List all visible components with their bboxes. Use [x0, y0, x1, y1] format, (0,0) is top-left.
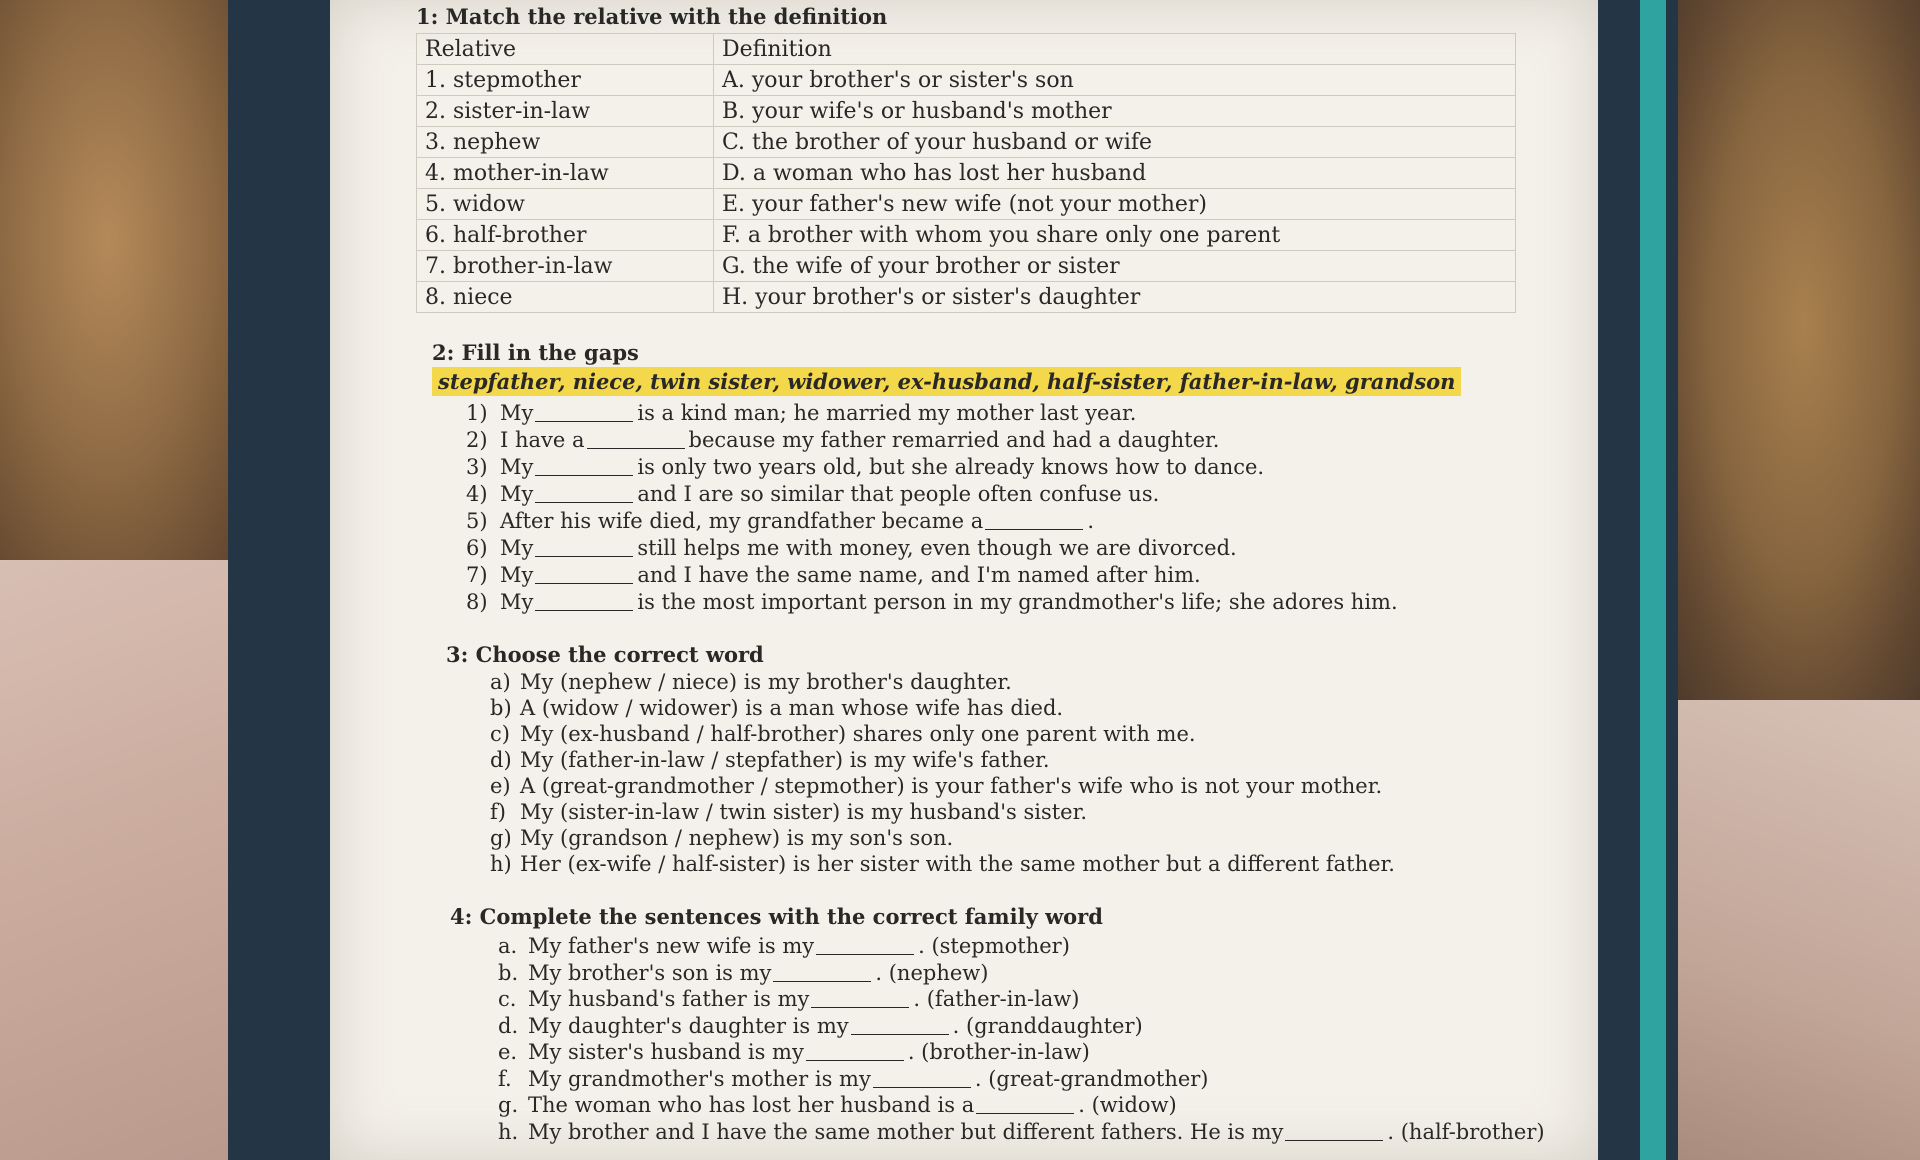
gap-text-before: My: [500, 563, 534, 587]
section-2-heading: 2: Fill in the gaps: [432, 340, 639, 365]
item-marker: e.: [498, 1040, 518, 1064]
sentence-text-before: My sister's husband is my: [528, 1040, 804, 1064]
list-item: [490, 825, 1546, 851]
sentence-text-before: My grandmother's mother is my: [528, 1066, 871, 1091]
gap-text-before: I have a: [500, 428, 585, 452]
relative-cell: 5. widow: [417, 189, 714, 220]
definition-cell: E. your father's new wife (not your mother): [714, 189, 1516, 220]
item-marker: g): [490, 826, 512, 850]
column-header-relative: Relative: [417, 34, 714, 65]
list-item: [490, 695, 1546, 721]
gap-text-after: .: [1087, 509, 1094, 533]
item-marker: g.: [498, 1093, 519, 1117]
section-choose-word: [446, 642, 1546, 877]
definition-cell: B. your wife's or husband's mother: [714, 96, 1516, 127]
gap-text-after: and I are so similar that people often confuse us.: [637, 482, 1160, 506]
gap-text-after: is a kind man; he married my mother last year.: [637, 401, 1137, 425]
list-item: [498, 986, 1550, 1013]
item-text: A (widow / widower) is a man whose wife has died.: [520, 696, 1064, 720]
item-text: My (father-in-law / stepfather) is my wife's father.: [520, 748, 1050, 772]
relative-cell: 2. sister-in-law: [417, 96, 714, 127]
word-bank: stepfather, niece, twin sister, widower, ex-husband, half-sister, father-in-law, grandson: [432, 367, 1461, 396]
list-item: [498, 1119, 1550, 1146]
item-text: My (ex-husband / half-brother) shares only one parent with me.: [520, 722, 1196, 746]
sentence-hint: . (stepmother): [918, 934, 1070, 958]
definition-cell: G. the wife of your brother or sister: [714, 251, 1516, 282]
sentence-hint: . (nephew): [875, 960, 989, 985]
list-item: [500, 454, 1532, 481]
gap-blank[interactable]: [535, 556, 633, 557]
gap-text-before: My: [500, 590, 534, 614]
list-item: [500, 508, 1532, 535]
list-item: [490, 747, 1546, 773]
sentence-hint: . (great-grandmother): [974, 1066, 1209, 1091]
gap-blank[interactable]: [535, 610, 633, 611]
list-item: [498, 933, 1550, 960]
sentence-blank[interactable]: [816, 954, 914, 955]
relative-cell: 6. half-brother: [417, 220, 714, 251]
item-marker: h): [490, 852, 512, 876]
table-row: [417, 251, 1516, 282]
section-3-heading: 3: Choose the correct word: [446, 642, 764, 667]
sentence-text-before: My brother's son is my: [528, 960, 772, 985]
item-marker: f.: [498, 1066, 512, 1091]
gap-text-before: My: [500, 482, 534, 506]
item-marker: f): [490, 800, 506, 824]
list-item: [500, 562, 1532, 589]
list-item: [498, 1066, 1550, 1093]
relative-cell: 7. brother-in-law: [417, 251, 714, 282]
sentence-text-before: My brother and I have the same mother but different fathers. He is my: [528, 1119, 1284, 1144]
list-item: [498, 1092, 1550, 1119]
gap-blank[interactable]: [535, 475, 633, 476]
section-match: [416, 4, 1516, 313]
table-row: [417, 282, 1516, 313]
sentence-hint: . (half-brother): [1387, 1119, 1545, 1144]
sentence-hint: . (granddaughter): [952, 1013, 1143, 1038]
item-marker: d.: [498, 1013, 519, 1038]
binder-edge: [1640, 0, 1666, 1160]
list-item: [498, 1013, 1550, 1040]
table-row: [417, 220, 1516, 251]
relative-cell: 4. mother-in-law: [417, 158, 714, 189]
list-item: [490, 799, 1546, 825]
list-item: [498, 960, 1550, 987]
item-marker: e): [490, 774, 511, 798]
item-text: Her (ex-wife / half-sister) is her sister with the same mother but a different father.: [520, 852, 1395, 876]
item-text: A (great-grandmother / stepmother) is your father's wife who is not your mother.: [520, 774, 1383, 798]
list-item: [490, 669, 1546, 695]
sentence-hint: . (brother-in-law): [907, 1040, 1090, 1064]
section-4-heading: 4: Complete the sentences with the correct family word: [450, 904, 1103, 929]
sentence-blank[interactable]: [811, 1007, 909, 1008]
item-marker: d): [490, 748, 512, 772]
gap-blank[interactable]: [985, 529, 1083, 530]
gap-text-after: is only two years old, but she already knows how to dance.: [637, 455, 1265, 479]
gap-text-after: still helps me with money, even though we are divorced.: [637, 536, 1237, 560]
table-header-row: [417, 34, 1516, 65]
column-header-definition: Definition: [714, 34, 1516, 65]
item-marker: h.: [498, 1119, 519, 1144]
relative-cell: 8. niece: [417, 282, 714, 313]
table-row: [417, 96, 1516, 127]
section-fill-gaps: [432, 340, 1532, 616]
list-item: [500, 535, 1532, 562]
worksheet-content: [410, 0, 1545, 1160]
list-item: [490, 851, 1546, 877]
item-marker: c.: [498, 987, 517, 1011]
table-row: [417, 127, 1516, 158]
list-item: [500, 481, 1532, 508]
list-item: [500, 400, 1532, 427]
gap-blank[interactable]: [535, 583, 633, 584]
relative-cell: 1. stepmother: [417, 65, 714, 96]
list-item: [500, 427, 1532, 454]
gap-text-before: After his wife died, my grandfather became a: [500, 509, 984, 533]
gap-text-after: is the most important person in my grandmother's life; she adores him.: [637, 590, 1398, 614]
definition-cell: A. your brother's or sister's son: [714, 65, 1516, 96]
definition-cell: F. a brother with whom you share only one parent: [714, 220, 1516, 251]
sentence-hint: . (widow): [1078, 1093, 1177, 1117]
gap-text-before: My: [500, 536, 534, 560]
definition-cell: D. a woman who has lost her husband: [714, 158, 1516, 189]
choice-list: [446, 669, 1546, 877]
definition-cell: C. the brother of your husband or wife: [714, 127, 1516, 158]
table-row: [417, 158, 1516, 189]
section-1-heading: 1: Match the relative with the definition: [416, 4, 888, 29]
gap-text-after: and I have the same name, and I'm named after him.: [637, 563, 1201, 587]
gap-list: [432, 400, 1532, 616]
item-text: My (sister-in-law / twin sister) is my husband's sister.: [520, 800, 1087, 824]
item-marker: b): [490, 696, 512, 720]
item-marker: a): [490, 670, 511, 694]
gap-blank[interactable]: [535, 502, 633, 503]
sentence-text-before: My husband's father is my: [528, 987, 810, 1011]
item-marker: c): [490, 722, 510, 746]
relative-cell: 3. nephew: [417, 127, 714, 158]
list-item: [500, 589, 1532, 616]
sentence-blank[interactable]: [1285, 1140, 1383, 1141]
gap-blank[interactable]: [587, 448, 685, 449]
match-table: [416, 33, 1516, 313]
worksheet-paper: [330, 0, 1598, 1160]
background-fur-right: [1660, 0, 1920, 720]
table-row: [417, 189, 1516, 220]
list-item: [490, 773, 1546, 799]
sentence-text-before: My daughter's daughter is my: [528, 1013, 849, 1038]
sentence-list: [450, 933, 1550, 1145]
section-complete-sentences: [450, 904, 1550, 1145]
sentence-blank[interactable]: [806, 1060, 904, 1061]
sentence-blank[interactable]: [873, 1087, 971, 1088]
list-item: [498, 1039, 1550, 1066]
item-text: My (nephew / niece) is my brother's daughter.: [520, 670, 1012, 694]
gap-text-before: My: [500, 455, 534, 479]
sentence-text-before: My father's new wife is my: [528, 934, 815, 958]
sentence-blank[interactable]: [773, 981, 871, 982]
sentence-text-before: The woman who has lost her husband is a: [528, 1093, 975, 1117]
table-row: [417, 65, 1516, 96]
sentence-blank[interactable]: [976, 1113, 1074, 1114]
item-marker: a.: [498, 934, 518, 958]
item-text: My (grandson / nephew) is my son's son.: [520, 826, 954, 850]
gap-text-after: because my father remarried and had a daughter.: [688, 428, 1220, 452]
background-cloth-right: [1640, 700, 1920, 1160]
gap-blank[interactable]: [535, 421, 633, 422]
sentence-blank[interactable]: [851, 1034, 949, 1035]
item-marker: b.: [498, 960, 519, 985]
list-item: [490, 721, 1546, 747]
definition-cell: H. your brother's or sister's daughter: [714, 282, 1516, 313]
sentence-hint: . (father-in-law): [913, 987, 1080, 1011]
gap-text-before: My: [500, 401, 534, 425]
